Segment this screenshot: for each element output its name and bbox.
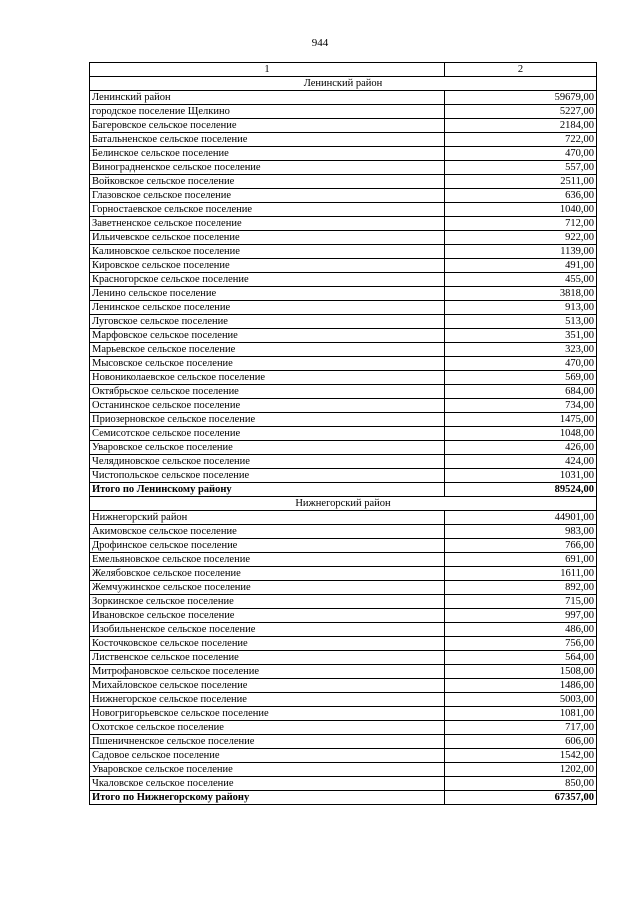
table-row [90,553,597,567]
municipality-name: Косточковское сельское поселение [90,637,445,651]
table-row [90,399,597,413]
municipality-name: Виноградненское сельское поселение [90,161,445,175]
total-label: Итого по Нижнегорскому району [90,791,445,805]
municipality-name: Белинское сельское поселение [90,147,445,161]
municipality-name: Калиновское сельское поселение [90,245,445,259]
amount-value: 850,00 [445,777,597,791]
amount-value: 922,00 [445,231,597,245]
table-row [90,105,597,119]
amount-value: 1048,00 [445,427,597,441]
municipality-name: Марфовское сельское поселение [90,329,445,343]
total-row [90,483,597,497]
column-header-1: 1 [90,63,445,77]
amount-value: 2511,00 [445,175,597,189]
table-row [90,469,597,483]
table-row [90,427,597,441]
table-row [90,287,597,301]
amount-value: 59679,00 [445,91,597,105]
amount-value: 44901,00 [445,511,597,525]
municipality-name: Михайловское сельское поселение [90,679,445,693]
table-row [90,595,597,609]
municipality-name: Лиственское сельское поселение [90,651,445,665]
municipality-name: Приозерновское сельское поселение [90,413,445,427]
amount-value: 691,00 [445,553,597,567]
municipality-name: Мысовское сельское поселение [90,357,445,371]
municipality-name: Семисотское сельское поселение [90,427,445,441]
municipality-name: городское поселение Щелкино [90,105,445,119]
table-row [90,525,597,539]
amount-value: 470,00 [445,147,597,161]
table-row [90,175,597,189]
table-row [90,371,597,385]
municipality-name: Зоркинское сельское поселение [90,595,445,609]
total-value: 67357,00 [445,791,597,805]
municipality-name: Ильичевское сельское поселение [90,231,445,245]
amount-value: 569,00 [445,371,597,385]
section-title: Ленинский район [90,77,597,91]
table-row [90,693,597,707]
municipality-name: Садовое сельское поселение [90,749,445,763]
amount-value: 997,00 [445,609,597,623]
amount-value: 2184,00 [445,119,597,133]
table-row [90,301,597,315]
municipality-name: Ленино сельское поселение [90,287,445,301]
allocation-table [89,62,597,805]
amount-value: 5227,00 [445,105,597,119]
amount-value: 766,00 [445,539,597,553]
amount-value: 3818,00 [445,287,597,301]
table-row [90,203,597,217]
municipality-name: Нижнегорский район [90,511,445,525]
table-row [90,749,597,763]
table-row [90,147,597,161]
table-row [90,567,597,581]
municipality-name: Красногорское сельское поселение [90,273,445,287]
total-label: Итого по Ленинскому району [90,483,445,497]
table-row [90,119,597,133]
table-row [90,231,597,245]
amount-value: 1031,00 [445,469,597,483]
municipality-name: Изобильненское сельское поселение [90,623,445,637]
municipality-name: Желябовское сельское поселение [90,567,445,581]
municipality-name: Луговское сельское поселение [90,315,445,329]
table-row [90,245,597,259]
municipality-name: Глазовское сельское поселение [90,189,445,203]
municipality-name: Пшеничненское сельское поселение [90,735,445,749]
municipality-name: Дрофинское сельское поселение [90,539,445,553]
municipality-name: Уваровское сельское поселение [90,763,445,777]
amount-value: 1202,00 [445,763,597,777]
table-row [90,581,597,595]
table-row [90,217,597,231]
page-number: 944 [311,37,329,49]
municipality-name: Октябрьское сельское поселение [90,385,445,399]
amount-value: 1475,00 [445,413,597,427]
amount-value: 1508,00 [445,665,597,679]
amount-value: 424,00 [445,455,597,469]
amount-value: 323,00 [445,343,597,357]
table-row [90,189,597,203]
municipality-name: Ленинский район [90,91,445,105]
amount-value: 717,00 [445,721,597,735]
municipality-name: Горностаевское сельское поселение [90,203,445,217]
municipality-name: Заветненское сельское поселение [90,217,445,231]
amount-value: 470,00 [445,357,597,371]
municipality-name: Нижнегорское сельское поселение [90,693,445,707]
municipality-name: Багеровское сельское поселение [90,119,445,133]
municipality-name: Батальненское сельское поселение [90,133,445,147]
section-title: Нижнегорский район [90,497,597,511]
table-row [90,441,597,455]
amount-value: 715,00 [445,595,597,609]
table-row [90,91,597,105]
column-header-2: 2 [445,63,597,77]
table-row [90,665,597,679]
municipality-name: Ивановское сельское поселение [90,609,445,623]
municipality-name: Охотское сельское поселение [90,721,445,735]
amount-value: 513,00 [445,315,597,329]
table-row [90,679,597,693]
amount-value: 1611,00 [445,567,597,581]
amount-value: 426,00 [445,441,597,455]
table-row [90,259,597,273]
amount-value: 606,00 [445,735,597,749]
table-row [90,329,597,343]
amount-value: 1139,00 [445,245,597,259]
municipality-name: Акимовское сельское поселение [90,525,445,539]
amount-value: 734,00 [445,399,597,413]
municipality-name: Новогригорьевское сельское поселение [90,707,445,721]
amount-value: 892,00 [445,581,597,595]
municipality-name: Жемчужинское сельское поселение [90,581,445,595]
section-title-row [90,497,597,511]
amount-value: 722,00 [445,133,597,147]
table-row [90,763,597,777]
table-row [90,357,597,371]
section-title-row [90,77,597,91]
amount-value: 5003,00 [445,693,597,707]
table-row [90,651,597,665]
municipality-name: Останинское сельское поселение [90,399,445,413]
municipality-name: Уваровское сельское поселение [90,441,445,455]
amount-value: 684,00 [445,385,597,399]
table-row [90,721,597,735]
municipality-name: Новониколаевское сельское поселение [90,371,445,385]
amount-value: 564,00 [445,651,597,665]
amount-value: 636,00 [445,189,597,203]
column-header-row [90,63,597,77]
amount-value: 1040,00 [445,203,597,217]
table-row [90,539,597,553]
amount-value: 712,00 [445,217,597,231]
table-row [90,343,597,357]
table-row [90,637,597,651]
municipality-name: Ленинское сельское поселение [90,301,445,315]
municipality-name: Челядиновское сельское поселение [90,455,445,469]
municipality-name: Емельяновское сельское поселение [90,553,445,567]
amount-value: 1542,00 [445,749,597,763]
amount-value: 486,00 [445,623,597,637]
municipality-name: Войковское сельское поселение [90,175,445,189]
municipality-name: Марьевское сельское поселение [90,343,445,357]
amount-value: 1081,00 [445,707,597,721]
municipality-name: Чкаловское сельское поселение [90,777,445,791]
table-row [90,273,597,287]
amount-value: 913,00 [445,301,597,315]
amount-value: 983,00 [445,525,597,539]
table-row [90,133,597,147]
municipality-name: Кировское сельское поселение [90,259,445,273]
municipality-name: Чистопольское сельское поселение [90,469,445,483]
table-row [90,385,597,399]
table-row [90,735,597,749]
total-value: 89524,00 [445,483,597,497]
table-row [90,707,597,721]
table-row [90,609,597,623]
amount-value: 351,00 [445,329,597,343]
table-row [90,413,597,427]
table-row [90,315,597,329]
total-row [90,791,597,805]
table-row [90,161,597,175]
table-row [90,455,597,469]
amount-value: 756,00 [445,637,597,651]
municipality-name: Митрофановское сельское поселение [90,665,445,679]
amount-value: 455,00 [445,273,597,287]
amount-value: 491,00 [445,259,597,273]
table-row [90,777,597,791]
amount-value: 557,00 [445,161,597,175]
table-row [90,623,597,637]
table-row [90,511,597,525]
amount-value: 1486,00 [445,679,597,693]
